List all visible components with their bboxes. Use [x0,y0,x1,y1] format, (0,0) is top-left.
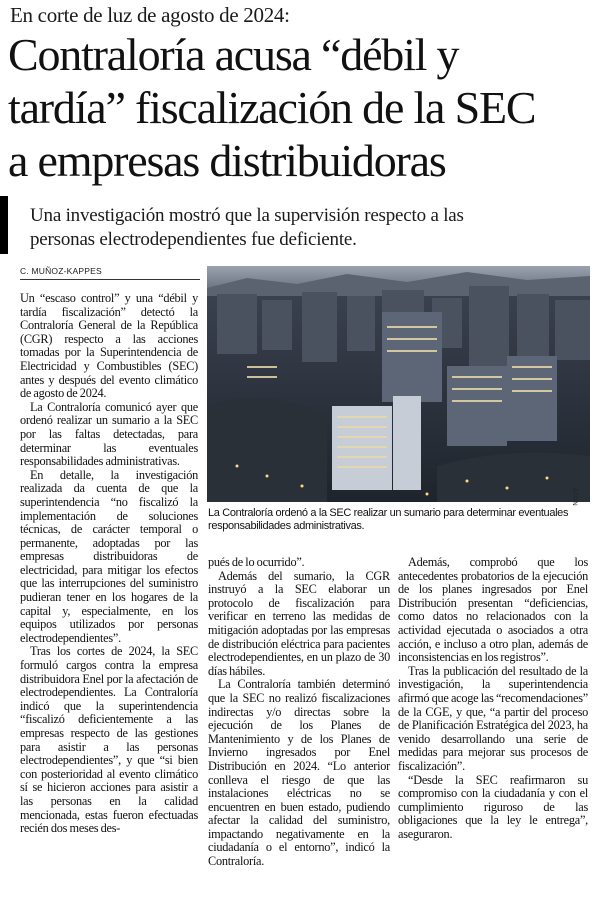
byline: C. MUÑOZ-KAPPES [20,266,102,276]
paragraph: pués de lo ocurrido”. [208,555,305,569]
deck-line: Una investigación mostró que la supervisión respecto a las [30,205,464,226]
paragraph: La Contraloría también determinó que la SEC no realizó fiscalizaciones indirectas y/o directas sobre la ejecución de los Planes de Mantenimiento y de los Planes de Invierno ingresados por Enel Distribución en 2024. “Lo anterior conlleva el riesgo de que las instalaciones eléctricas no se encuentren en buen estado, pudiendo afectar la calidad del suministro, impactando negativamente en la ciudadanía o el entorno”, indicó la Contraloría. [208,677,390,869]
photo-caption: La Contraloría ordenó a la SEC realizar un sumario para determinar eventuales responsabilidades administrativas. [208,507,569,532]
deck-accent-bar [0,196,8,254]
paragraph: En detalle, la investigación realizada da cuenta de que la superintendencia “no fiscalizó la implementación de soluciones técnicas, de carácter temporal o permanente, adoptadas por las empresas distribuidoras de electricidad, para mitigar los efectos que las interrupciones del suministro pudieran tener en los hogares de la capital y, especialmente, en los equipos utilizados por personas electrodependientes”. [20,467,198,645]
text-column-1 [20,292,198,836]
city-skyline-photo [207,266,590,502]
paragraph: Tras los cortes de 2024, la SEC formuló cargos contra la empresa distribuidora Enel por la afectación de electrodependientes. La Contraloría indicó que la superintendencia “fiscalizó deficientemente a las empresas respecto de las gestiones para asistir a las personas electrodependientes”, y que “si bien con posterioridad al evento climático sí se hicieron acciones para asistir a las personas en la calidad mencionada, estas fueron efectuadas recién dos meses des- [20,644,198,836]
photo-credit: ATON [571,488,577,507]
kicker: En corte de luz de agosto de 2024: [10,3,290,27]
text-column-2 [208,556,390,869]
paragraph: Además del sumario, la CGR instruyó a la SEC elaborar un protocolo de fiscalización para verificar en terreno las medidas de mitigación adoptadas por las empresas de distribución eléctrica para pacientes electrodependientes, en un plazo de 30 días hábiles. [208,568,390,678]
paragraph: Tras la publicación del resultado de la investigación, la superintendencia afirmó que acoge las “recomendaciones” de la CGE, y que, “a partir del proceso de Planificación Estratégica del 2023, ha venido desarrollando una serie de medidas para mejorar sus procesos de fiscalización”. [398,663,588,773]
text-column-3 [398,556,588,841]
headline-line: a empresas distribuidoras [8,135,446,186]
article-photo [207,266,590,502]
byline-rule [20,279,200,280]
paragraph: La Contraloría comunicó ayer que ordenó realizar un sumario a la SEC por las faltas detectadas, para determinar las eventuales responsabilidades administrativas. [20,399,198,469]
deck-line: personas electrodependientes fue deficiente. [30,229,357,250]
paragraph: “Desde la SEC reafirmaron su compromiso con la ciudadanía y con el cumplimiento riguroso de las obligaciones que la ley le entrega”, aseguraron. [398,772,588,841]
paragraph: Además, comprobó que los antecedentes probatorios de la ejecución de los planes ingresados por Enel Distribución presentan “deficiencias, como datos no relacionados con la actividad ejecutada o asociados a otra acción, e incluso a otro plan, además de inconsistencias en los registros”. [398,555,588,665]
headline-line: tardía” fiscalización de la SEC [8,82,536,133]
headline [8,28,596,187]
paragraph: Un “escaso control” y una “débil y tardía fiscalización” detectó la Contraloría General de la República (CGR) respecto a las acciones tomadas por la Superintendencia de Electricidad y Combustibles (SEC) antes y después del evento climático de agosto de 2024. [20,291,198,401]
headline-line: Contraloría acusa “débil y [8,29,459,80]
deck [30,204,590,252]
